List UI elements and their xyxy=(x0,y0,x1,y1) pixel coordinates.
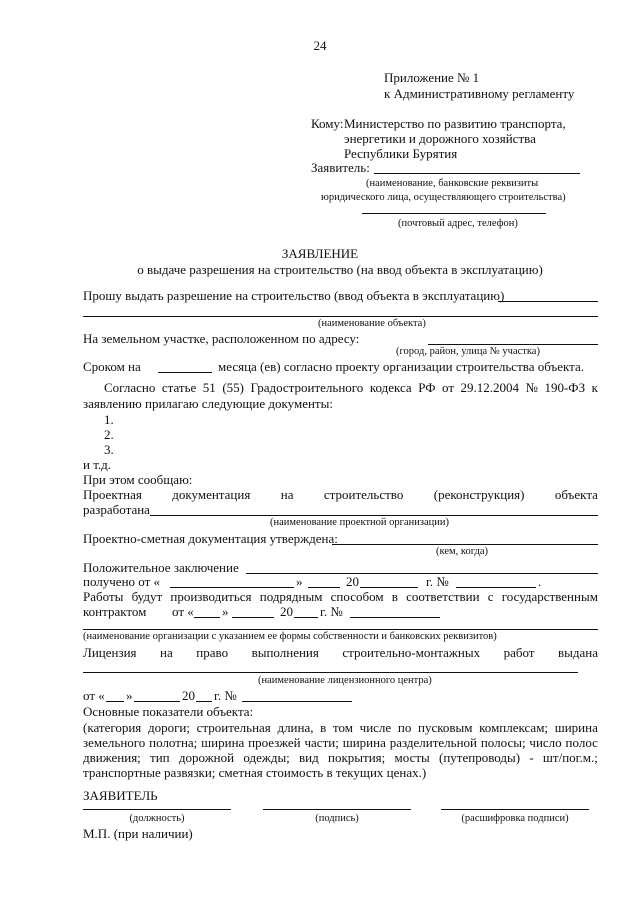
appendix-subtitle: к Административному регламенту xyxy=(384,86,575,101)
received-year: 20 xyxy=(346,574,359,589)
word: проезжей xyxy=(248,735,301,750)
word: кодекса xyxy=(369,380,412,395)
received-year-line xyxy=(360,587,418,588)
word: мосты xyxy=(394,750,430,765)
estimate-field-line xyxy=(332,544,598,545)
project-docs-line xyxy=(83,487,598,502)
document-subtitle: о выдаче разрешения на строительство (на ввод объекта в эксплуатацию) xyxy=(137,262,543,277)
document-title: ЗАЯВЛЕНИЕ xyxy=(281,246,359,261)
received-from: получено от « xyxy=(83,574,161,589)
doc-item-1: 1. xyxy=(104,412,114,427)
developed-text: разработана xyxy=(83,502,150,517)
decoding-line xyxy=(441,809,589,810)
positive-conclusion-text: Положительное заключение xyxy=(83,560,239,575)
word: (реконструкция) xyxy=(433,487,525,502)
to-line-3: Республики Бурятия xyxy=(344,146,458,161)
word: земельного xyxy=(83,735,146,750)
word: строительство xyxy=(323,487,404,502)
word: пусковым xyxy=(418,720,473,735)
signature-hint: (подпись) xyxy=(315,813,359,824)
word: в xyxy=(320,720,327,735)
indicators-line-2 xyxy=(83,735,598,750)
who-when-hint: (кем, когда) xyxy=(436,546,488,557)
license-year-suffix: г. № xyxy=(214,688,237,703)
contract-number-line xyxy=(350,617,440,618)
word: Лицензия xyxy=(83,645,137,660)
contract-month-line xyxy=(232,617,274,618)
word: в xyxy=(391,589,398,604)
applicant-hint-2: юридического лица, осуществляющего строительства) xyxy=(321,192,566,203)
word: 51 xyxy=(202,380,216,395)
word: выполнения xyxy=(251,645,319,660)
decoding-hint: (расшифровка подписи) xyxy=(461,813,569,824)
word: государственным xyxy=(501,589,598,604)
word: полотна; xyxy=(149,735,198,750)
project-org-field-line xyxy=(150,515,598,516)
word: строительная xyxy=(196,720,271,735)
word: по xyxy=(397,720,412,735)
license-line xyxy=(83,645,598,660)
word: число xyxy=(529,735,562,750)
contract-day-line xyxy=(194,617,220,618)
appendix-title: Приложение № 1 xyxy=(384,70,480,85)
contract-from: от « xyxy=(172,604,194,619)
word: на xyxy=(280,487,294,502)
word: шт/пог.м.; xyxy=(542,750,598,765)
received-quote: » xyxy=(296,574,303,589)
address-field-line xyxy=(428,344,598,345)
word: комплексам; xyxy=(479,720,549,735)
applicant-signature-label: ЗАЯВИТЕЛЬ xyxy=(83,788,158,803)
word: выдана xyxy=(558,645,598,660)
license-quote: » xyxy=(126,688,133,703)
applicant-field-line xyxy=(374,173,580,174)
word: части; xyxy=(304,735,339,750)
object-field-line-2 xyxy=(83,316,598,317)
word: право xyxy=(196,645,229,660)
inform-text: При этом сообщаю: xyxy=(83,472,193,487)
word: том xyxy=(332,720,353,735)
indicators-line-4: транспортные развязки; сметная стоимость в текущих ценах.) xyxy=(83,765,427,780)
word: способом xyxy=(330,589,384,604)
license-day-line xyxy=(106,701,124,702)
org-hint: (наименование организации с указанием ее формы собственности и банковских реквизитов) xyxy=(83,631,497,642)
page-number: 24 xyxy=(313,38,327,53)
word: к xyxy=(591,380,598,395)
word: Работы xyxy=(83,589,124,604)
article-line-1 xyxy=(104,380,598,395)
word: дорожной xyxy=(178,750,235,765)
term-field-line xyxy=(158,372,212,373)
contract-label: контрактом xyxy=(83,604,147,619)
received-day-line xyxy=(170,587,294,588)
doc-item-2: 2. xyxy=(104,427,114,442)
word: полос xyxy=(565,735,598,750)
license-year: 20 xyxy=(182,688,195,703)
contract-year-suffix: г. № xyxy=(320,604,343,619)
indicators-line-3 xyxy=(83,750,598,765)
word: № xyxy=(525,380,538,395)
word: 29.12.2004 xyxy=(460,380,520,395)
word: длина, xyxy=(277,720,314,735)
applicant-hint-1: (наименование, банковские реквизиты xyxy=(366,178,539,189)
word: ширина xyxy=(554,720,598,735)
word: одежды; xyxy=(243,750,290,765)
position-line xyxy=(83,809,231,810)
word: 190-ФЗ xyxy=(544,380,586,395)
word: числе xyxy=(359,720,392,735)
word: движения; xyxy=(83,750,141,765)
term-suffix: месяца (ев) согласно проекту организации строительства объекта. xyxy=(218,359,585,374)
word: производиться xyxy=(170,589,252,604)
object-hint: (наименование объекта) xyxy=(318,318,426,329)
article-line-2: заявлению прилагаю следующие документы: xyxy=(83,396,333,411)
address-hint: (город, район, улица № участка) xyxy=(396,346,540,357)
received-month-line xyxy=(308,587,340,588)
to-line-1: Министерство по развитию транспорта, xyxy=(344,116,566,131)
org-field-line xyxy=(83,629,598,630)
received-end: . xyxy=(538,574,542,589)
word: ширина xyxy=(342,735,386,750)
word: дороги; xyxy=(147,720,190,735)
object-field-line-1 xyxy=(498,301,598,302)
postal-field-line xyxy=(362,213,546,214)
word: объекта xyxy=(554,487,598,502)
word: соответствии xyxy=(406,589,480,604)
received-number-line xyxy=(456,587,536,588)
works-line xyxy=(83,589,598,604)
word: подрядным xyxy=(259,589,323,604)
word: вид xyxy=(299,750,319,765)
word: разделительной xyxy=(389,735,477,750)
term-prefix: Сроком на xyxy=(83,359,141,374)
word: на xyxy=(160,645,173,660)
project-org-hint: (наименование проектной организации) xyxy=(270,517,450,528)
signature-line xyxy=(263,809,411,810)
to-line-2: энергетики и дорожного хозяйства xyxy=(344,131,536,146)
license-month-line xyxy=(134,701,180,702)
postal-hint: (почтовый адрес, телефон) xyxy=(398,218,518,229)
indicators-title: Основные показатели объекта: xyxy=(83,704,254,719)
word: Проектная xyxy=(83,487,142,502)
word: будут xyxy=(131,589,163,604)
land-plot-text: На земельном участке, расположенном по адресу: xyxy=(83,331,360,346)
license-center-hint: (наименование лицензионного центра) xyxy=(258,675,432,686)
word: с xyxy=(487,589,494,604)
applicant-label: Заявитель: xyxy=(311,160,370,175)
word: (путепроводы) xyxy=(439,750,521,765)
word: работ xyxy=(503,645,535,660)
word: Градостроительного xyxy=(250,380,364,395)
word: строительно-монтажных xyxy=(342,645,481,660)
doc-item-etc: и т.д. xyxy=(83,457,112,472)
word: ширина xyxy=(201,735,245,750)
word: - xyxy=(529,750,534,765)
received-year-suffix: г. № xyxy=(426,574,449,589)
word: покрытия; xyxy=(328,750,386,765)
word: тип xyxy=(150,750,170,765)
word: Согласно xyxy=(104,380,156,395)
request-text: Прошу выдать разрешение на строительство (ввод объекта в эксплуатацию) xyxy=(83,288,505,303)
to-label: Кому: xyxy=(311,116,344,131)
license-number-line xyxy=(242,701,352,702)
position-hint: (должность) xyxy=(129,813,185,824)
license-center-field-line xyxy=(83,672,578,673)
license-year-line xyxy=(196,701,212,702)
word: РФ xyxy=(418,380,436,395)
license-from: от « xyxy=(83,688,105,703)
word: статье xyxy=(161,380,197,395)
word: (55) xyxy=(222,380,244,395)
seal-text: М.П. (при наличии) xyxy=(83,826,193,841)
estimate-docs-text: Проектно-сметная документация утверждена: xyxy=(83,531,338,546)
doc-item-3: 3. xyxy=(104,442,114,457)
word: от xyxy=(442,380,455,395)
word: (категория xyxy=(83,720,142,735)
contract-year-line xyxy=(294,617,318,618)
contract-year: 20 xyxy=(280,604,293,619)
word: полосы; xyxy=(480,735,526,750)
indicators-line-1 xyxy=(83,720,598,735)
word: документация xyxy=(172,487,251,502)
contract-quote: » xyxy=(222,604,229,619)
